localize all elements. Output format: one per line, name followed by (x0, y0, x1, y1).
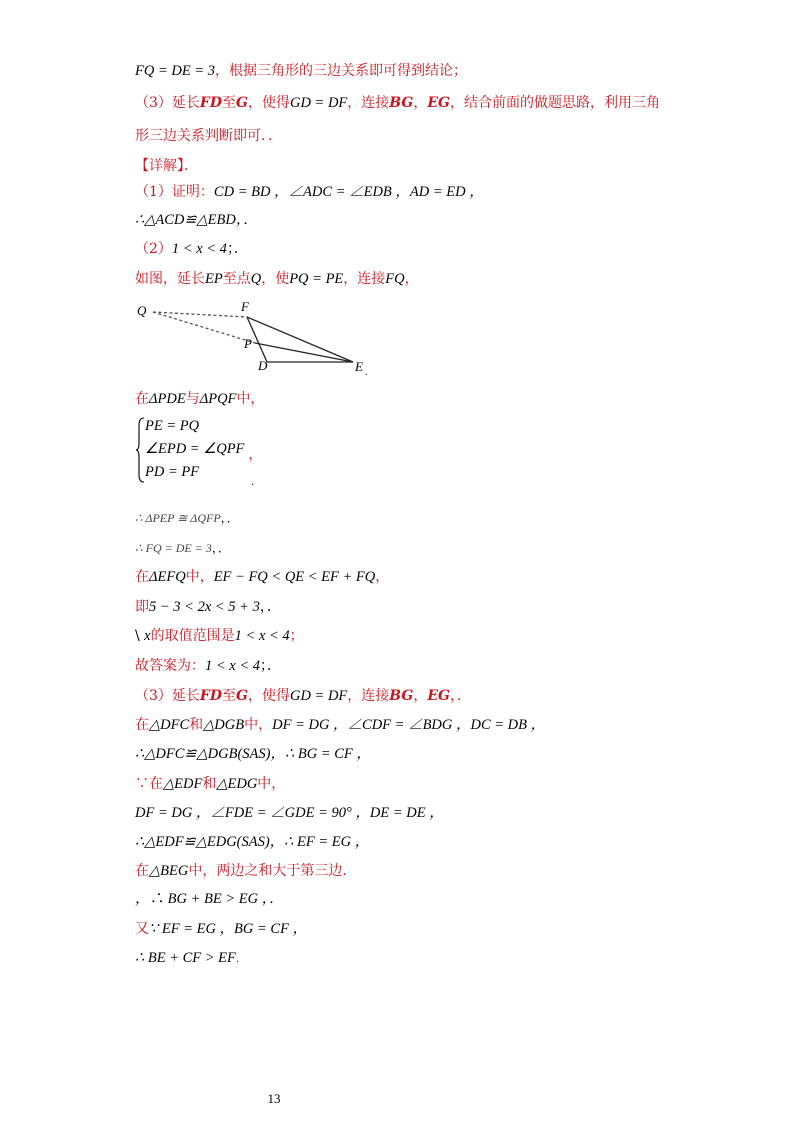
line-13 (135, 598, 281, 616)
section-heading: 【详解】． (135, 158, 198, 174)
text: 和 (202, 776, 217, 792)
math: ∴ ΔPEP ≅ ΔQFP (135, 511, 221, 525)
math: △DFC (149, 717, 190, 733)
fd: FD (199, 95, 223, 111)
dot: . (251, 477, 255, 488)
system-row-1 (145, 417, 199, 435)
bg: BG (389, 95, 414, 111)
text: 至点 (222, 271, 251, 287)
text: 在 (135, 391, 149, 407)
line-25 (135, 949, 239, 969)
math: 1 < x < 4 (171, 241, 227, 257)
text: （1）证明： (135, 184, 214, 200)
math: ∴△DFC≌△DGB(SAS)，∴ BG = CF ， (135, 746, 371, 762)
text: 和 (189, 717, 204, 733)
math: EF − FQ < QE < EF + FQ (213, 569, 376, 585)
math: △EDF (163, 776, 203, 792)
text: 中， (185, 569, 214, 585)
math: PD = PF (145, 464, 200, 480)
left-brace (135, 417, 145, 483)
line-7 (135, 240, 248, 258)
line-11 (135, 539, 230, 557)
eg: EG (427, 95, 450, 111)
text: ，连接 (347, 688, 390, 704)
label-F: F (241, 299, 249, 314)
g: G (236, 95, 248, 111)
text: 至 (222, 95, 237, 111)
math: ∴ FQ = DE = 3 (135, 541, 212, 555)
math: △BEG (149, 863, 189, 879)
line-10 (135, 509, 239, 527)
math: PQ = PE (289, 271, 344, 287)
line-18 (135, 745, 371, 763)
tail: ； (289, 628, 304, 644)
math: GD = DF (289, 688, 348, 704)
math: DF = DG ，∠CDF = ∠BDG ，DC = DB ， (272, 717, 546, 733)
line-21 (135, 833, 369, 851)
math: x (144, 628, 151, 644)
label-P: P (244, 336, 252, 351)
math: ΔPQF (199, 391, 237, 407)
text: ，连接 (347, 95, 390, 111)
line-2 (135, 94, 660, 112)
text: 如图，延长 (135, 271, 205, 287)
tail: ， (375, 569, 390, 585)
line-14 (135, 627, 304, 645)
math: △EDG (216, 776, 258, 792)
math: △DGB (203, 717, 245, 733)
bg: BG (389, 688, 414, 704)
text: 故答案为： (135, 658, 205, 674)
tail: ，． (450, 688, 471, 704)
segment-PE (255, 343, 353, 362)
math: PE = PQ (145, 418, 200, 434)
text: 在 (135, 863, 149, 879)
text: ，使得 (247, 688, 290, 704)
math: EP (205, 271, 223, 287)
line-15 (135, 657, 281, 675)
math: ΔEFQ (149, 569, 186, 585)
line-12 (135, 568, 389, 586)
line-16 (135, 687, 471, 705)
text: ，结合前面的做题思路，利用三角 (450, 95, 660, 111)
text: 又 (135, 921, 149, 937)
line-22 (135, 862, 347, 880)
line-6 (135, 211, 258, 229)
line-24 (135, 920, 307, 938)
line-8 (135, 270, 419, 288)
text: ∵在 (135, 776, 163, 792)
text: 至 (222, 688, 237, 704)
math: CD = BD ，∠ADC = ∠EDB ，AD = ED ， (213, 184, 484, 200)
math: ∵ EF = EG ，BG = CF ， (149, 921, 308, 937)
tail: ，． (211, 541, 230, 555)
text: 形三边关系判断即可．． (135, 128, 282, 144)
sep: ， (413, 688, 428, 704)
text: 中， (257, 776, 286, 792)
line-3 (135, 127, 282, 145)
sep: ， (413, 95, 428, 111)
math: FQ = DE = 3 (135, 63, 215, 79)
math: ΔPDE (149, 391, 186, 407)
line-1 (135, 62, 467, 80)
line-5 (135, 183, 484, 201)
figure-dot: . (365, 367, 368, 378)
math: ∴△ACD≌△EBD，． (135, 212, 258, 228)
system-row-3 (145, 463, 199, 481)
math: GD = DF (289, 95, 348, 111)
math: ∠EPD = ∠QPF (145, 441, 245, 457)
system-row-2 (145, 440, 263, 463)
text: 中， (236, 391, 265, 407)
text: ，连接 (343, 271, 386, 287)
fd: FD (199, 688, 223, 704)
label-E: E (355, 359, 363, 374)
text: （2） (135, 241, 172, 257)
g: G (236, 688, 248, 704)
math: ∴△EDF≌△EDG(SAS)，∴ EF = EG ， (135, 834, 370, 850)
text: （3）延长 (135, 688, 200, 704)
text: 中，两边之和大于第三边. (188, 863, 347, 879)
tail: ；． (226, 241, 248, 257)
text: 在 (135, 717, 149, 733)
line-20 (135, 804, 444, 822)
math: 5 − 3 < 2x < 5 + 3 (149, 599, 260, 615)
text: ，使得 (247, 95, 290, 111)
math: FQ (385, 271, 405, 287)
eg: EG (427, 688, 450, 704)
text: \ (135, 628, 140, 644)
text: ， (404, 271, 419, 287)
text: ，根据三角形的三边关系即可得到结论； (214, 63, 467, 79)
tail: ， (248, 447, 263, 463)
segment-QF (153, 312, 247, 317)
line-23 (135, 890, 283, 908)
math: Q (250, 271, 262, 287)
system-dot (251, 474, 254, 492)
segment-QP (153, 312, 255, 343)
math: ∴ BE + CF > EF (135, 950, 236, 966)
tail: ，． (220, 511, 239, 525)
label-D: D (258, 358, 268, 373)
text: 即 (135, 599, 149, 615)
line-17 (135, 716, 545, 734)
math: 1 < x < 4 (205, 658, 261, 674)
text: 与 (185, 391, 200, 407)
math: ，∴ BG + BE > EG ，． (135, 891, 284, 907)
math: DF = DG ，∠FDE = ∠GDE = 90° ，DE = DE ， (135, 805, 444, 821)
page-number: 13 (267, 1091, 281, 1106)
line-19 (135, 775, 285, 793)
line-4 (135, 157, 198, 175)
label-Q: Q (137, 303, 147, 318)
tail: . (235, 954, 240, 965)
tail: ；． (260, 658, 282, 674)
text: 的取值范围是 (150, 628, 235, 644)
text: （3）延长 (135, 95, 200, 111)
geometry-figure (135, 296, 375, 378)
math: 1 < x < 4 (234, 628, 290, 644)
segment-FE (247, 317, 353, 362)
line-9 (135, 390, 264, 408)
text: 在 (135, 569, 149, 585)
tail: ，． (259, 599, 281, 615)
text: ，使 (261, 271, 290, 287)
text: 中， (244, 717, 273, 733)
